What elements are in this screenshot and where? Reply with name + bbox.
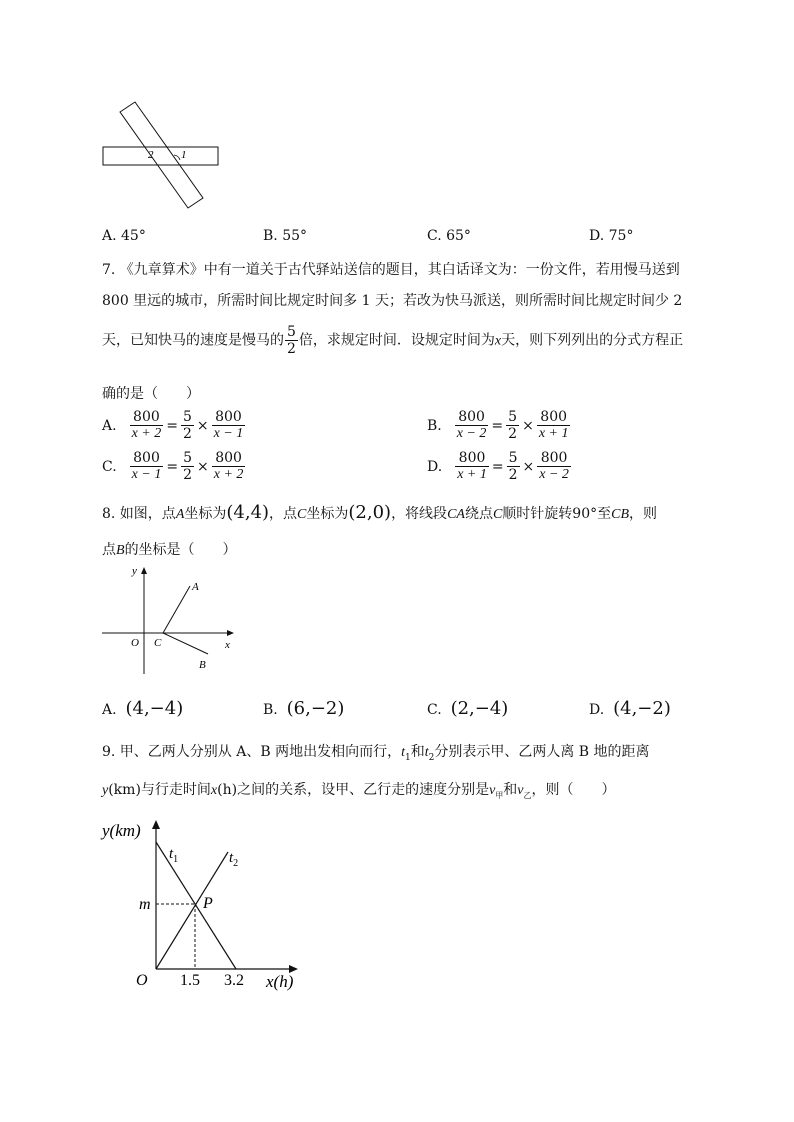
- point-c-label: C: [154, 637, 162, 649]
- t1-label: $t_1$: [169, 846, 179, 865]
- y-axis-arrow: [141, 567, 147, 574]
- segment-ca: [163, 586, 190, 633]
- origin-label: O: [136, 972, 148, 989]
- origin-label: O: [131, 637, 139, 649]
- q6-option-c[interactable]: C. 65°: [427, 228, 471, 244]
- q7-option-a[interactable]: A. $\frac{800}{x + 2}$ = $\frac{5}{2}$ × $\frac{800}{x - 1}$: [102, 409, 244, 442]
- line-t2: [156, 852, 228, 969]
- q9-line-2: y(km)与行走时间x(h)之间的关系，设甲、乙行走的速度分别是$v_甲$和$v_乙$，则（ ）: [102, 782, 616, 800]
- q7-option-c[interactable]: C. $\frac{800}{x - 1}$ = $\frac{5}{2}$ × $\frac{800}{x + 2}$: [102, 450, 244, 483]
- angle-1-label: 1: [181, 149, 187, 161]
- q8-option-c[interactable]: C. (2,−4): [427, 698, 509, 719]
- t2-label: $t_2$: [229, 850, 239, 869]
- q9-line-1: 9. 甲、乙两人分别从 A、B 两地出发相向而行，$t_1$和$t_2$分别表示甲、乙两人离 B 地的距离: [102, 744, 650, 763]
- segment-cb: [163, 633, 208, 654]
- y-axis-arrow: [152, 820, 160, 829]
- q6-figure: [98, 98, 228, 213]
- x-axis-label: x: [225, 639, 230, 651]
- q7-line-3: 天，已知快马的速度是慢马的 $\frac{5}{2}$ 倍，求规定时间．设规定时间为x天，则下列列出的分式方程正: [102, 324, 684, 357]
- q7-line-1: 7. 《九章算术》中有一道关于古代驿站送信的题目，其白话译文为：一份文件，若用慢马送到: [102, 262, 680, 278]
- m-label: m: [139, 896, 151, 913]
- point-p-label: P: [203, 895, 213, 912]
- horizontal-strip: [103, 147, 218, 165]
- q6-option-b[interactable]: B. 55°: [263, 228, 308, 244]
- q8-option-a[interactable]: A. (4,−4): [102, 698, 184, 719]
- point-b-label: B: [199, 659, 206, 671]
- tick-1-5: 1.5: [180, 972, 200, 989]
- q9-figure: [98, 812, 308, 997]
- q6-option-a[interactable]: A. 45°: [102, 228, 146, 244]
- q7-line-2: 800 里远的城市，所需时间比规定时间多 1 天；若改为快马派送，则所需时间比规定时间少 2: [102, 293, 683, 309]
- x-axis-arrow: [227, 630, 234, 636]
- tick-3-2: 3.2: [224, 972, 244, 989]
- q8-figure: [98, 562, 243, 677]
- q7-option-d[interactable]: D. $\frac{800}{x + 1}$ = $\frac{5}{2}$ × $\frac{800}{x - 2}$: [427, 450, 569, 483]
- point-a-label: A: [192, 581, 199, 593]
- angle-2-label: 2: [148, 149, 154, 161]
- q7-option-b[interactable]: B. $\frac{800}{x - 2}$ = $\frac{5}{2}$ × $\frac{800}{x + 1}$: [427, 409, 569, 442]
- q8-option-d[interactable]: D. (4,−2): [589, 698, 671, 719]
- q8-line-2: 点B的坐标是（ ）: [102, 542, 237, 558]
- x-axis-label: x(h): [266, 972, 294, 991]
- slanted-strip: [120, 102, 203, 208]
- ratio-fraction: $\frac{5}{2}$: [287, 324, 296, 357]
- y-axis-label: y: [132, 565, 137, 577]
- q8-option-b[interactable]: B. (6,−2): [263, 698, 345, 719]
- q7-line-4: 确的是（ ）: [102, 386, 200, 402]
- q8-line-1: 8. 如图，点A坐标为(4,4)，点C坐标为(2,0)，将线段CA绕点C顺时针旋转90°至CB，则: [102, 502, 658, 523]
- y-axis-label: y(km): [102, 821, 141, 840]
- q6-option-d[interactable]: D. 75°: [589, 228, 634, 244]
